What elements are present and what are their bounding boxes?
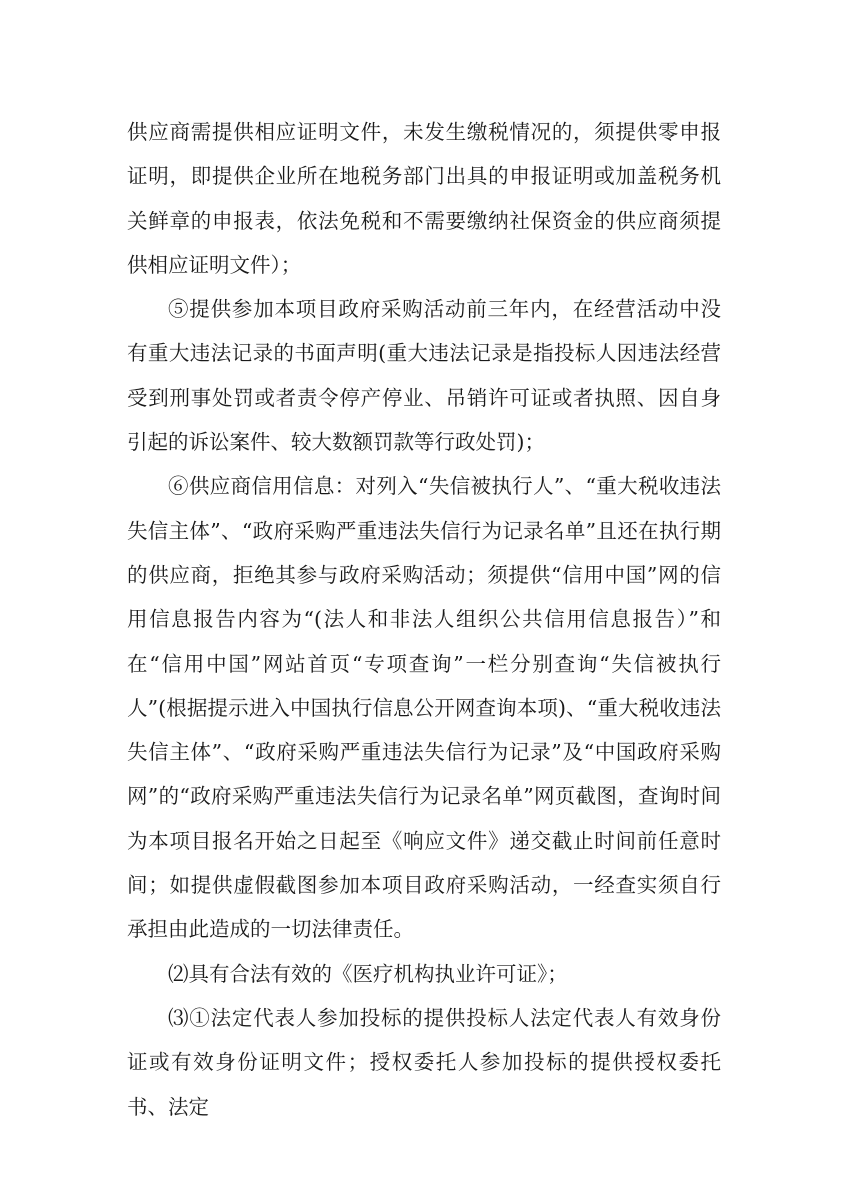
paragraph-medical-license: ⑵具有合法有效的《医疗机构执业许可证》；	[168, 961, 568, 986]
document-body	[127, 110, 721, 1129]
paragraph-no-violation-statement: ⑤提供参加本项目政府采购活动前三年内，在经营活动中没有重大违法记录的书面声明(重大违法记录是指投标人因违法经营受到刑事处罚或者责令停产停业、吊销许可证或者执照、因自身引起的诉讼案件、较大数额罚款等行政处罚)；	[127, 297, 721, 455]
paragraph-credit-info: ⑥供应商信用信息：对列入“失信被执行人”、“重大税收违法失信主体”、“政府采购严重违法失信行为记录名单”且还在执行期的供应商，拒绝其参与政府采购活动；须提供“信用中国”网的信用信息报告内容为“(法人和非法人组织公共信用信息报告）”和在“信用中国”网站首页“专项查询”一栏分别查询“失信被执行人”(根据提示进入中国执行信息公开网查询本项)、“重大税收违法失信主体”、“政府采购严重违法失信行为记录”及“中国政府采购网”的“政府采购严重违法失信行为记录名单”网页截图，查询时间为本项目报名开始之日起至《响应文件》递交截止时间前任意时间；如提供虚假截图参加本项目政府采购活动，一经查实须自行承担由此造成的一切法律责任。	[127, 474, 721, 942]
paragraph-tax-proof: 供应商需提供相应证明文件，未发生缴税情况的，须提供零申报证明，即提供企业所在地税务部门出具的申报证明或加盖税务机关鲜章的申报表，依法免税和不需要缴纳社保资金的供应商须提供相应证明文件）；	[127, 120, 721, 277]
paragraph-legal-representative: ⑶①法定代表人参加投标的提供投标人法定代表人有效身份证或有效身份证明文件；授权委托人参加投标的提供授权委托书、法定	[127, 1005, 721, 1119]
